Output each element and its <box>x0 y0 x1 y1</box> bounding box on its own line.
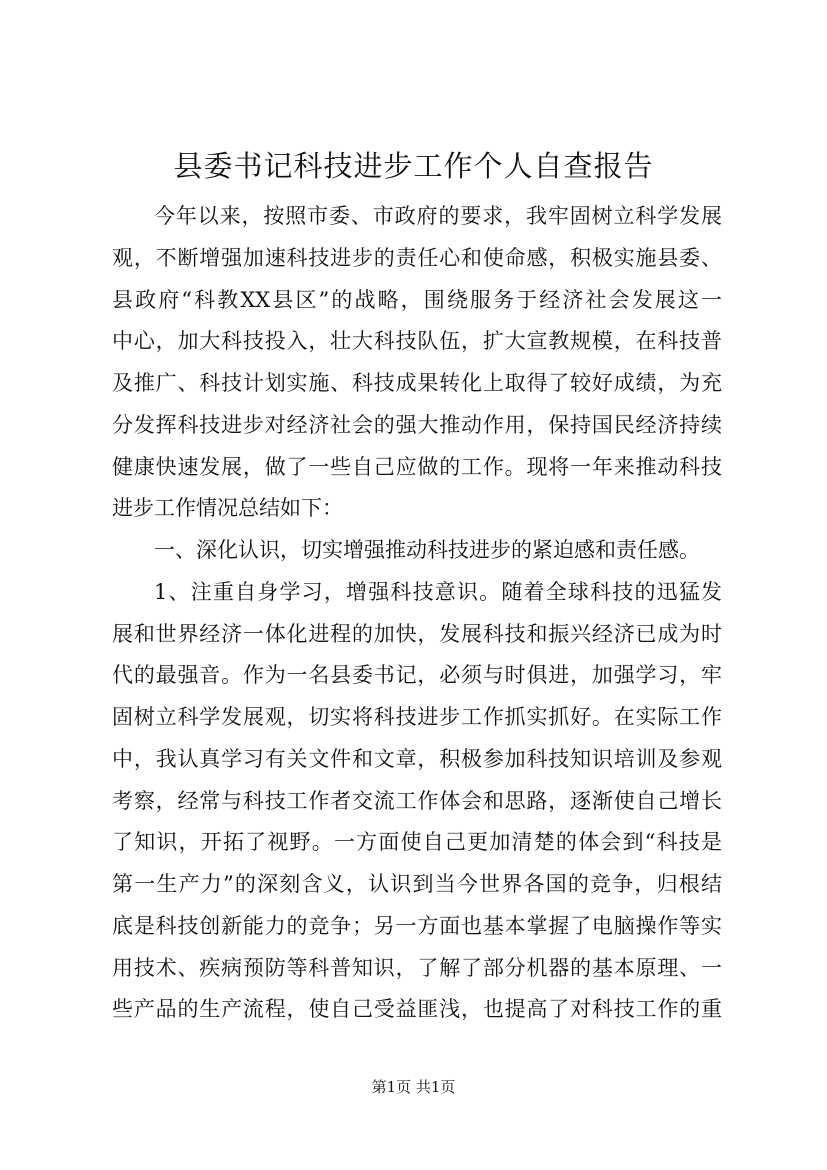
paragraph-line: 1、注重自身学习，增强科技意识。随着全球科技的迅猛发 <box>154 579 722 604</box>
paragraph-line: 中心，加大科技投入，壮大科技队伍，扩大宣教规模，在科技普 <box>112 329 722 354</box>
section-heading: 一、深化认识，切实增强推动科技进步的紧迫感和责任感。 <box>154 538 700 562</box>
paragraph-line: 些产品的生产流程，使自己受益匪浅，也提高了对科技工作的重 <box>112 997 722 1022</box>
paragraph-line: 及推广、科技计划实施、科技成果转化上取得了较好成绩，为充 <box>112 371 722 395</box>
paragraph-line: 进步工作情况总结如下： <box>112 496 343 521</box>
page-footer: 第1页 共1页 <box>371 1078 456 1096</box>
paragraph-line: 中，我认真学习有关文件和文章，积极参加科技知识培训及参观 <box>112 746 722 771</box>
paragraph-line: 了知识，开拓了视野。一方面使自己更加清楚的体会到“科技是 <box>112 830 722 855</box>
paragraph-line: 展和世界经济一体化进程的加快，发展科技和振兴经济已成为时 <box>112 621 722 646</box>
paragraph-line: 观，不断增强加速科技进步的责任心和使命感，积极实施县委、 <box>112 245 722 270</box>
paragraph-line: 县政府“科教XX县区”的战略，围绕服务于经济社会发展这一 <box>112 287 722 312</box>
paragraph-line: 健康快速发展，做了一些自己应做的工作。现将一年来推动科技 <box>112 454 722 479</box>
paragraph-line: 今年以来，按照市委、市政府的要求，我牢固树立科学发展 <box>154 204 722 228</box>
document-body <box>112 196 722 1031</box>
paragraph-line: 分发挥科技进步对经济社会的强大推动作用，保持国民经济持续 <box>112 412 722 437</box>
paragraph-line: 用技术、疾病预防等科普知识，了解了部分机器的基本原理、一 <box>112 955 722 980</box>
paragraph-line: 代的最强音。作为一名县委书记，必须与时俱进，加强学习，牢 <box>112 663 722 688</box>
paragraph-line: 第一生产力”的深刻含义，认识到当今世界各国的竞争，归根结 <box>112 872 722 896</box>
paragraph-line: 底是科技创新能力的竞争；另一方面也基本掌握了电脑操作等实 <box>112 913 722 938</box>
paragraph-line: 考察，经常与科技工作者交流工作体会和思路，逐渐使自己增长 <box>112 788 722 813</box>
document-title: 县委书记科技进步工作个人自查报告 <box>173 149 654 183</box>
paragraph-line: 固树立科学发展观，切实将科技进步工作抓实抓好。在实际工作 <box>112 705 722 729</box>
